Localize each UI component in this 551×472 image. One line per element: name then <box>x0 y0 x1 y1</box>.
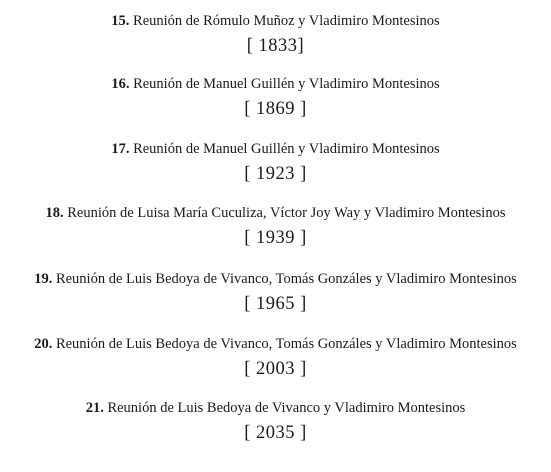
entry-page-number: [ 1833] <box>246 36 305 56</box>
entry-number: 18. <box>45 205 64 221</box>
entry-title <box>0 12 551 30</box>
entry-number: 20. <box>34 336 53 352</box>
list-item <box>0 399 551 444</box>
entry-title <box>0 270 551 288</box>
entry-title <box>0 75 551 93</box>
entry-page-number: [ 1965 ] <box>244 294 307 314</box>
entry-number: 16. <box>111 76 130 92</box>
list-item <box>0 204 551 249</box>
entry-title <box>0 140 551 158</box>
list-item <box>0 335 551 380</box>
list-item <box>0 140 551 185</box>
entry-page-number: [ 2035 ] <box>244 423 307 443</box>
entry-title <box>0 399 551 417</box>
entry-text: Reunión de Manuel Guillén y Vladimiro Montesinos <box>133 76 440 92</box>
list-item <box>0 75 551 120</box>
entry-text: Reunión de Rómulo Muñoz y Vladimiro Montesinos <box>133 13 440 29</box>
list-item <box>0 12 551 57</box>
entry-page-number: [ 2003 ] <box>244 359 307 379</box>
entry-text: Reunión de Manuel Guillén y Vladimiro Montesinos <box>133 141 440 157</box>
entry-text: Reunión de Luis Bedoya de Vivanco, Tomás Gonzáles y Vladimiro Montesinos <box>55 271 517 287</box>
entry-number: 17. <box>111 141 130 157</box>
entry-title <box>0 335 551 353</box>
entry-number: 21. <box>85 400 104 416</box>
entry-text: Reunión de Luisa María Cuculiza, Víctor Joy Way y Vladimiro Montesinos <box>67 205 506 221</box>
entry-number: 19. <box>34 271 53 287</box>
entry-text: Reunión de Luis Bedoya de Vivanco, Tomás Gonzáles y Vladimiro Montesinos <box>55 336 517 352</box>
entry-title <box>0 204 551 222</box>
entry-page-number: [ 1923 ] <box>244 164 307 184</box>
list-item <box>0 270 551 315</box>
entry-number: 15. <box>111 13 130 29</box>
entry-text: Reunión de Luis Bedoya de Vivanco y Vladimiro Montesinos <box>107 400 466 416</box>
entry-page-number: [ 1869 ] <box>244 99 307 119</box>
entry-page-number: [ 1939 ] <box>244 228 307 248</box>
